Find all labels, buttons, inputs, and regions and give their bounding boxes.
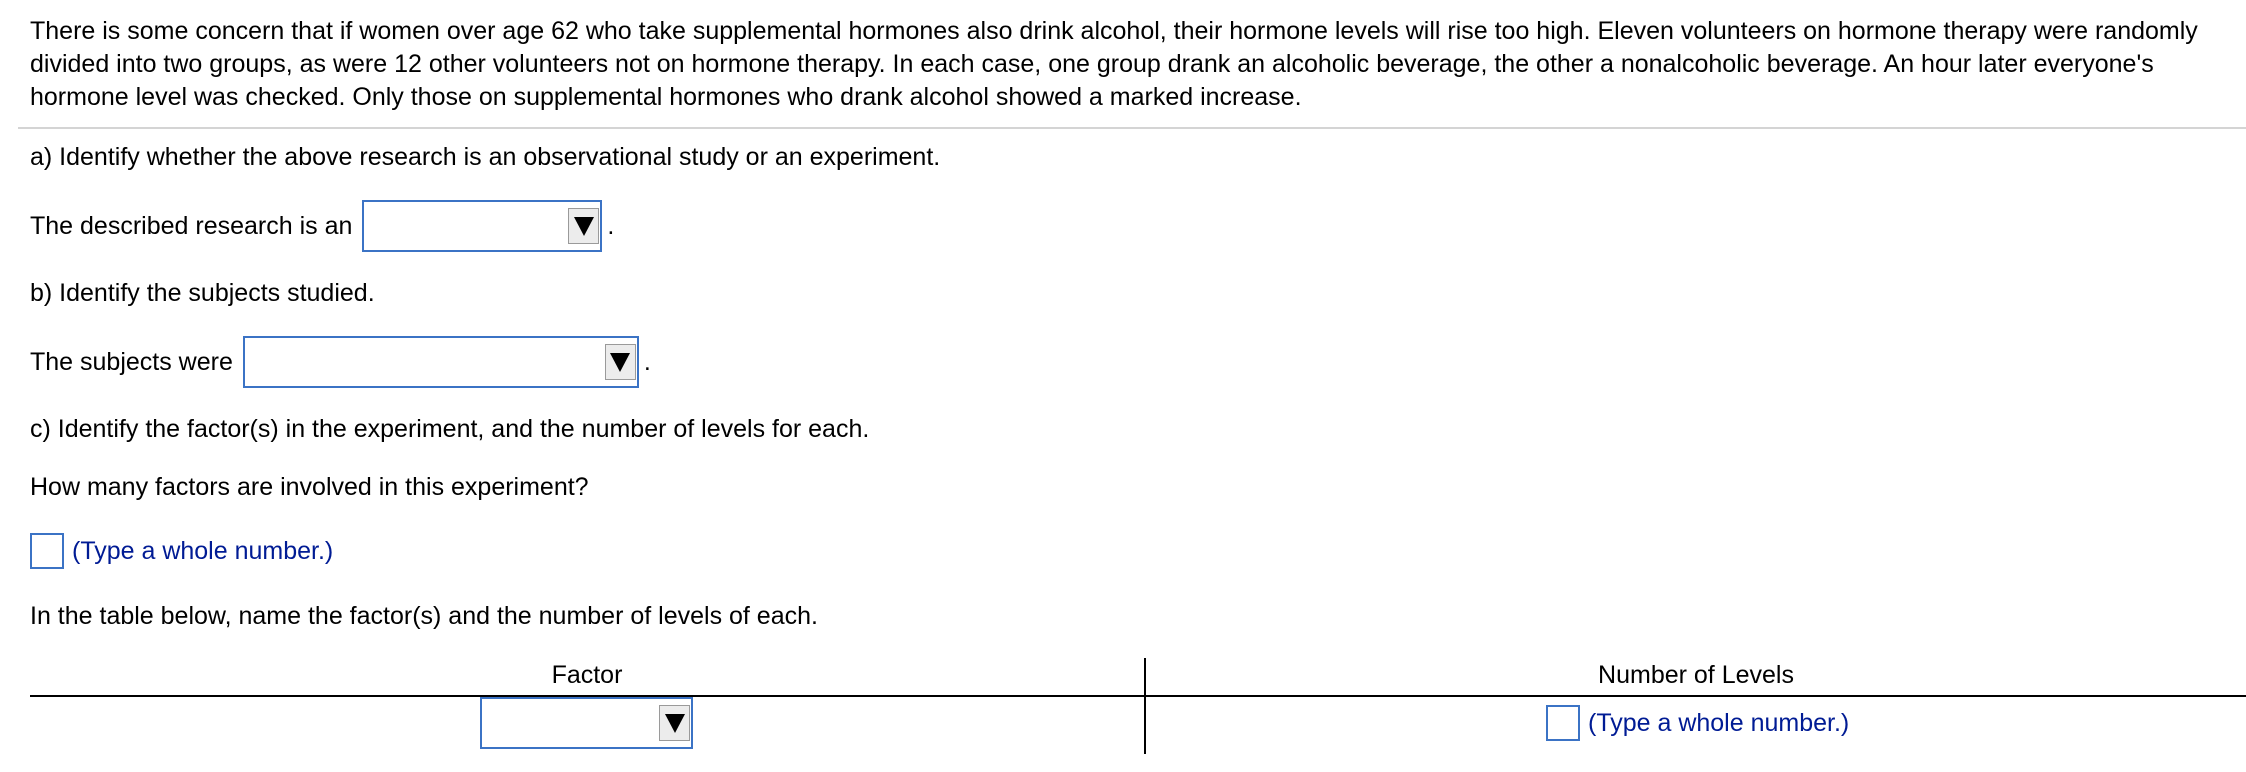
factors-count-input[interactable]	[30, 533, 64, 569]
table-column-rule	[1144, 658, 1146, 754]
research-type-dropdown[interactable]	[362, 200, 602, 252]
factors-count-hint: (Type a whole number.)	[72, 536, 334, 565]
part-a-suffix: .	[607, 211, 615, 240]
factors-answer-row	[30, 533, 333, 569]
table-header-rule	[30, 695, 2246, 697]
part-c-question: c) Identify the factor(s) in the experiment, and the number of levels for each.	[30, 415, 870, 443]
part-a-answer-row	[30, 200, 614, 252]
triangle-down-icon	[665, 714, 685, 733]
factor-dropdown-button[interactable]	[659, 705, 690, 741]
triangle-down-icon	[610, 353, 630, 372]
table-header-factor: Factor	[551, 661, 623, 689]
subjects-dropdown-button[interactable]	[605, 344, 636, 380]
factor-dropdown[interactable]	[480, 697, 693, 749]
levels-count-hint: (Type a whole number.)	[1588, 708, 1850, 737]
table-header-levels: Number of Levels	[1598, 661, 1794, 689]
factors-question: How many factors are involved in this experiment?	[30, 473, 589, 501]
part-b-answer-row	[30, 336, 651, 388]
part-a-question: a) Identify whether the above research is an observational study or an experiment.	[30, 143, 941, 171]
part-b-suffix: .	[643, 347, 651, 376]
table-instruction: In the table below, name the factor(s) and the number of levels of each.	[30, 602, 818, 630]
research-type-dropdown-button[interactable]	[568, 208, 599, 244]
levels-count-input[interactable]	[1546, 705, 1580, 741]
triangle-down-icon	[574, 217, 594, 236]
part-b-question: b) Identify the subjects studied.	[30, 279, 375, 307]
part-b-prompt: The subjects were	[30, 347, 233, 376]
levels-answer-row	[1546, 705, 1849, 741]
problem-statement: There is some concern that if women over age 62 who take supplemental hormones also drink alcohol, their hormone levels will rise too high. Eleven volunteers on hormone therapy were randomly divided into two groups, as were 12 other volunteers not on hormone therapy. In each case, one group drank an alcoholic beverage, the other a nonalcoholic beverage. An hour later everyone's hormone level was checked. Only those on supplemental hormones who drank alcohol showed a marked increase.	[30, 17, 2198, 111]
section-divider	[18, 127, 2246, 129]
part-a-prompt: The described research is an	[30, 211, 353, 240]
subjects-dropdown[interactable]	[243, 336, 639, 388]
